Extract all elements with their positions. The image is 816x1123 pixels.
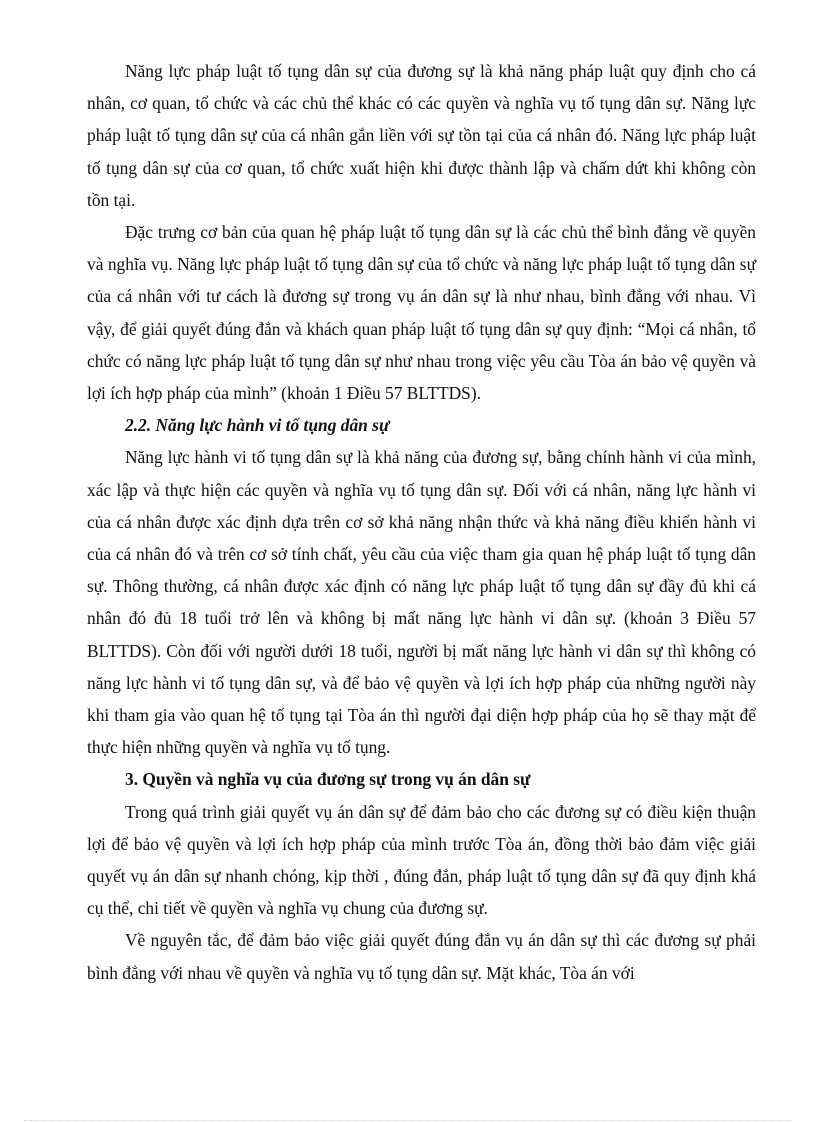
page-bottom-divider <box>24 1120 792 1121</box>
paragraph-rights-and-obligations: Trong quá trình giải quyết vụ án dân sự để đảm bảo cho các đương sự có điều kiện thuận lợi để bảo vệ quyền và lợi ích hợp pháp của mình trước Tòa án, đồng thời bảo đảm việc giải quyết vụ án dân sự nhanh chóng, kịp thời , đúng đắn, pháp luật tố tụng dân sự đã quy định khá cụ thể, chi tiết về quyền và nghĩa vụ chung của đương sự. <box>87 801 756 919</box>
paragraph-principle-of-equality: Về nguyên tắc, để đảm bảo việc giải quyết đúng đắn vụ án dân sự thì các đương sự phải bình đẳng với nhau về quyền và nghĩa vụ tố tụng dân sự. Mặt khác, Tòa án với <box>87 930 756 983</box>
paragraph-equality-of-subjects: Đặc trưng cơ bản của quan hệ pháp luật tố tụng dân sự là các chủ thể bình đẳng về quyền và nghĩa vụ. Năng lực pháp luật tố tụng dân sự của tổ chức và năng lực pháp luật tố tụng dân sự của cá nhân với tư cách là đương sự trong vụ án dân sự là như nhau, bình đẳng với nhau. Vì vậy, để giải quyết đúng đắn và khách quan pháp luật tố tụng dân sự quy định: “Mọi cá nhân, tổ chức có năng lực pháp luật tố tụng dân sự như nhau trong việc yêu cầu Tòa án bảo vệ quyền và lợi ích hợp pháp của mình” (khoản 1 Điều 57 BLTTDS). <box>87 222 756 404</box>
document-page <box>87 55 756 989</box>
heading-section-2-2: 2.2. Năng lực hành vi tố tụng dân sự <box>125 415 390 436</box>
paragraph-procedural-act-capacity: Năng lực hành vi tố tụng dân sự là khả năng của đương sự, bằng chính hành vi của mình, xác lập và thực hiện các quyền và nghĩa vụ tố tụng dân sự. Đối với cá nhân, năng lực hành vi của cá nhân được xác định dựa trên cơ sở khả năng nhận thức và khả năng điều khiển hành vi của cá nhân đó và trên cơ sở tính chất, yêu cầu của việc tham gia quan hệ pháp luật tố tụng dân sự. Thông thường, cá nhân được xác định có năng lực pháp luật tố tụng dân sự đầy đủ khi cá nhân đó đủ 18 tuổi trở lên và không bị mất năng lực hành vi dân sự. (khoản 3 Điều 57 BLTTDS). Còn đối với người dưới 18 tuổi, người bị mất năng lực hành vi dân sự thì không có năng lực hành vi tố tụng dân sự, và để bảo vệ quyền và lợi ích hợp pháp của những người này khi tham gia vào quan hệ tố tụng tại Tòa án thì người đại diện hợp pháp của họ sẽ thay mặt để thực hiện những quyền và nghĩa vụ tố tụng. <box>87 447 756 758</box>
heading-section-3: 3. Quyền và nghĩa vụ của đương sự trong vụ án dân sự <box>125 769 531 790</box>
paragraph-civil-procedure-legal-capacity: Năng lực pháp luật tố tụng dân sự của đương sự là khả năng pháp luật quy định cho cá nhân, cơ quan, tổ chức và các chủ thể khác có các quyền và nghĩa vụ tố tụng dân sự. Năng lực pháp luật tố tụng dân sự của cá nhân gắn liền với sự tồn tại của cá nhân đó. Năng lực pháp luật tố tụng dân sự của cơ quan, tổ chức xuất hiện khi được thành lập và chấm dứt khi không còn tồn tại. <box>87 61 756 210</box>
